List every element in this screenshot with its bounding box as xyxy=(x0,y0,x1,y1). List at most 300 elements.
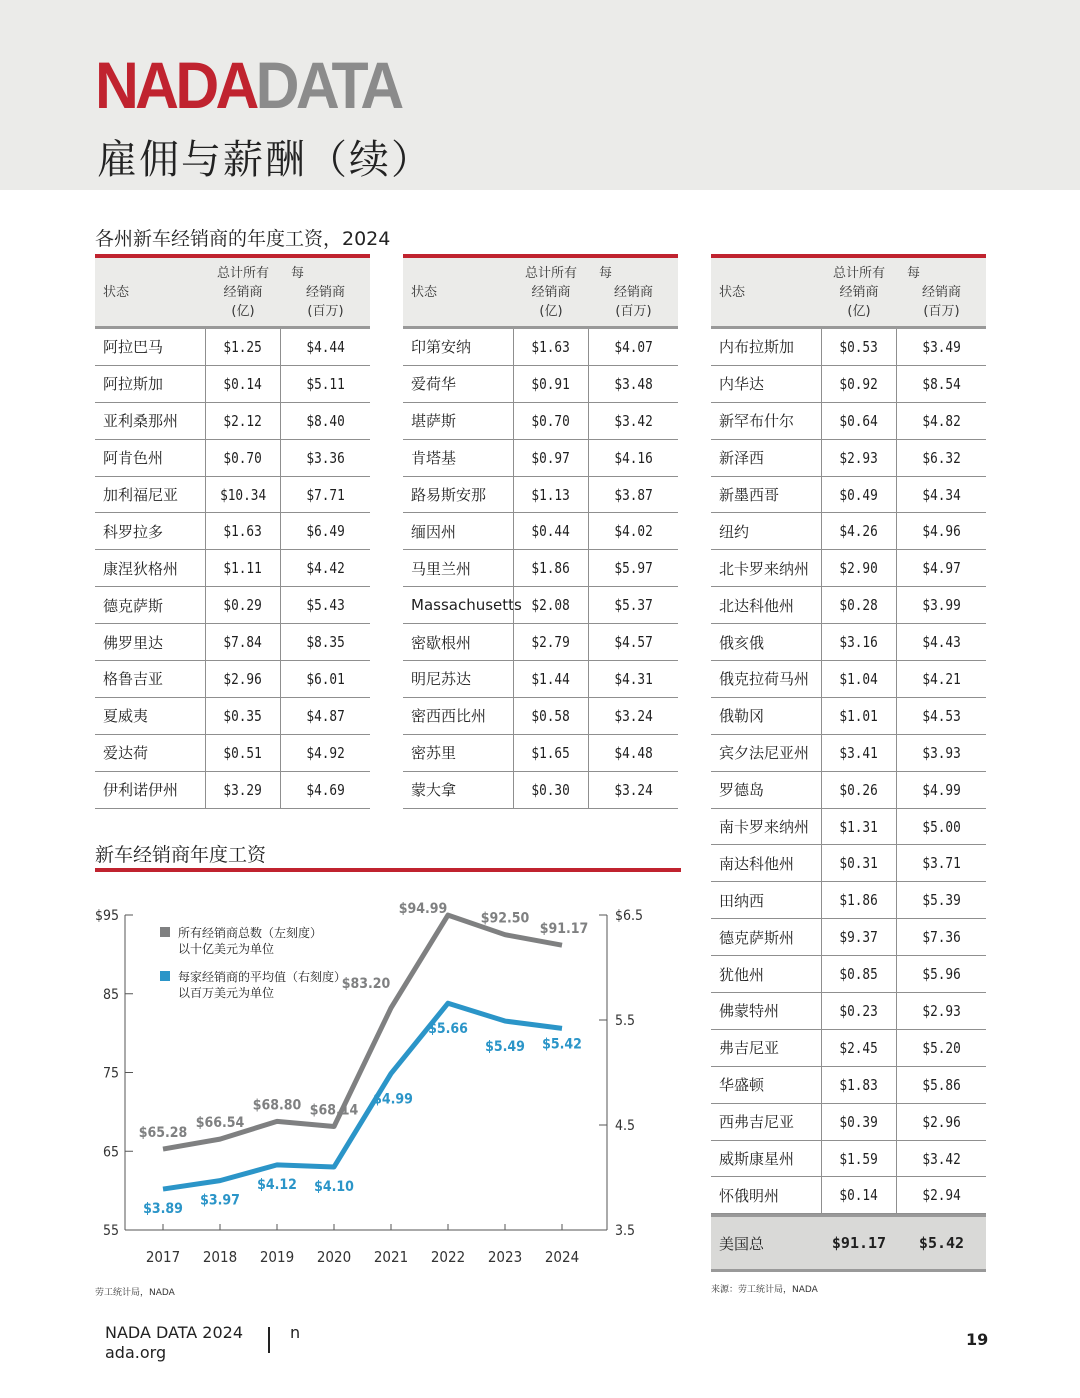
cell-value: $4.48 xyxy=(614,743,653,762)
left-tick-label: 55 xyxy=(102,1223,119,1239)
cell-value: $4.99 xyxy=(922,780,961,799)
total-value xyxy=(205,440,281,476)
total-value xyxy=(821,513,897,549)
state-name: 堪萨斯 xyxy=(411,412,457,431)
cell-value: $1.25 xyxy=(223,337,263,356)
cell-value: $4.16 xyxy=(614,448,653,467)
state-name: 南卡罗来纳州 xyxy=(719,818,810,837)
cell-value: $4.87 xyxy=(306,706,345,725)
cell-value: $2.12 xyxy=(223,411,263,430)
cell-value: $5.86 xyxy=(922,1075,961,1094)
cell-value: $2.96 xyxy=(223,669,263,688)
total-value xyxy=(821,845,897,881)
total-value xyxy=(821,698,897,734)
cell-value: $7.36 xyxy=(922,928,961,947)
total-data-label: $66.54 xyxy=(195,1115,245,1132)
per-dealer-value xyxy=(897,993,986,1029)
average-data-label: $4.10 xyxy=(314,1179,354,1195)
page-number: 19 xyxy=(966,1330,989,1349)
state-name: 科罗拉多 xyxy=(103,522,164,541)
total-value xyxy=(205,513,281,549)
table-row xyxy=(95,661,370,698)
total-value xyxy=(513,772,589,808)
state-table-1 xyxy=(95,254,370,809)
cell-value: $3.42 xyxy=(922,1149,961,1168)
per-dealer-value xyxy=(281,587,370,623)
cell-value: $1.63 xyxy=(223,522,263,541)
per-dealer-value xyxy=(897,1141,986,1177)
table-row xyxy=(403,772,678,809)
table-row xyxy=(403,550,678,587)
per-dealer-value xyxy=(897,1177,986,1213)
per-dealer-value xyxy=(897,845,986,881)
total-col-header: 总计所有 经销商 (亿) xyxy=(524,265,577,319)
cell-value: $4.53 xyxy=(922,706,961,725)
left-tick-label: $95 xyxy=(94,908,119,924)
state-name: 宾夕法尼亚州 xyxy=(719,744,810,763)
table-row xyxy=(403,735,678,772)
cell-value: $0.14 xyxy=(223,374,263,393)
table-row xyxy=(711,772,986,809)
total-value xyxy=(821,1177,897,1213)
per-dealer-value xyxy=(281,550,370,586)
table-row xyxy=(95,403,370,440)
per-dealer-value xyxy=(589,661,678,697)
total-value xyxy=(513,698,589,734)
total-value xyxy=(821,366,897,402)
total-value xyxy=(205,587,281,623)
per-dealer-value xyxy=(897,735,986,771)
table-row xyxy=(403,624,678,661)
table-row xyxy=(711,403,986,440)
cell-value: $1.63 xyxy=(531,337,571,356)
cell-value: $2.90 xyxy=(839,559,879,578)
per-dealer-value xyxy=(897,1104,986,1140)
state-col-header: 状态 xyxy=(411,284,438,300)
us-total-row xyxy=(711,1214,986,1272)
x-tick-label: 2020 xyxy=(316,1248,352,1266)
per-dealer-value xyxy=(281,366,370,402)
cell-value: $4.96 xyxy=(922,522,961,541)
cell-value: $4.44 xyxy=(306,337,345,356)
cell-value: $4.42 xyxy=(306,559,345,578)
table-row xyxy=(95,772,370,809)
total-value xyxy=(821,587,897,623)
table-row xyxy=(711,366,986,403)
legend-swatch-total xyxy=(160,927,170,937)
footer-marker: n xyxy=(290,1323,301,1342)
table-header xyxy=(95,258,370,329)
total-value xyxy=(821,956,897,992)
state-name: 路易斯安那 xyxy=(411,486,487,504)
cell-value: $0.64 xyxy=(839,411,879,430)
total-value xyxy=(821,440,897,476)
total-value xyxy=(513,477,589,513)
average-data-label: $4.12 xyxy=(257,1176,297,1193)
table-row xyxy=(711,698,986,735)
table-row xyxy=(711,661,986,698)
total-value xyxy=(821,1067,897,1103)
state-name: 威斯康星州 xyxy=(719,1150,795,1169)
cell-value: $2.94 xyxy=(922,1186,961,1205)
state-name: 伊利诺伊州 xyxy=(103,781,179,800)
per-dealer-value xyxy=(897,698,986,734)
right-tick-label: 5.5 xyxy=(615,1013,636,1029)
cell-value: $1.31 xyxy=(839,817,879,836)
cell-value: $3.24 xyxy=(614,706,653,725)
table-row xyxy=(711,1177,986,1214)
cell-value: $2.08 xyxy=(531,596,571,615)
state-col-header: 状态 xyxy=(103,284,130,300)
cell-value: $3.48 xyxy=(614,374,653,393)
cell-value: $9.37 xyxy=(839,928,879,947)
total-value xyxy=(821,1030,897,1066)
table-row xyxy=(403,587,678,624)
state-name: 纽约 xyxy=(719,522,750,541)
cell-value: $5.39 xyxy=(922,891,961,910)
cell-value: $1.86 xyxy=(531,559,571,578)
state-name: 德克萨斯州 xyxy=(719,928,795,947)
total-value xyxy=(513,735,589,771)
total-value xyxy=(821,809,897,845)
cell-value: $1.59 xyxy=(839,1149,879,1168)
cell-value: $0.53 xyxy=(839,337,879,356)
per-dealer-value xyxy=(897,919,986,955)
cell-value: $1.65 xyxy=(531,743,571,762)
cell-value: $3.41 xyxy=(839,743,879,762)
cell-value: $4.82 xyxy=(922,411,961,430)
cell-value: $5.43 xyxy=(306,596,345,615)
state-table-3 xyxy=(711,254,986,1272)
cell-value: $0.39 xyxy=(839,1112,879,1131)
nada-data-logo: NADADATA xyxy=(95,48,401,122)
cell-value: $4.43 xyxy=(922,633,961,652)
cell-value: $6.32 xyxy=(922,448,961,467)
x-tick-label: 2021 xyxy=(373,1248,409,1266)
table-row xyxy=(95,624,370,661)
per-dealer-value xyxy=(589,624,678,660)
state-name: 明尼苏达 xyxy=(411,670,472,689)
total-col-header: 总计所有 经销商 (亿) xyxy=(832,265,885,319)
state-name: 佛罗里达 xyxy=(103,633,164,652)
per-dealer-value xyxy=(281,624,370,660)
cell-value: $3.93 xyxy=(922,743,961,762)
right-tick-label: 3.5 xyxy=(615,1223,636,1239)
per-dealer-value xyxy=(589,587,678,623)
per-dealer-value xyxy=(897,624,986,660)
footer-divider xyxy=(268,1327,270,1353)
state-name: 蒙大拿 xyxy=(411,781,457,800)
per-dealer-value xyxy=(589,550,678,586)
cell-value: $0.31 xyxy=(839,854,879,873)
table-header xyxy=(403,258,678,329)
total-value xyxy=(205,550,281,586)
cell-value: $0.49 xyxy=(839,485,879,504)
cell-value: $4.02 xyxy=(614,522,653,541)
state-name: 罗德岛 xyxy=(719,781,765,800)
table-row xyxy=(711,956,986,993)
cell-value: $7.71 xyxy=(306,485,345,504)
total-value xyxy=(205,477,281,513)
cell-value: $1.44 xyxy=(531,669,571,688)
annual-wages-line-chart xyxy=(90,895,676,1285)
state-col-header: 状态 xyxy=(719,284,746,300)
cell-value: $3.49 xyxy=(922,337,961,356)
per-dealer-value xyxy=(897,587,986,623)
per-dealer-value xyxy=(281,440,370,476)
per-dealer-value xyxy=(897,513,986,549)
table-row xyxy=(711,1030,986,1067)
table-row xyxy=(403,661,678,698)
total-value xyxy=(513,329,589,365)
table-row xyxy=(403,366,678,403)
cell-value: $8.35 xyxy=(306,633,345,652)
cell-value: $0.26 xyxy=(839,780,879,799)
total-value xyxy=(205,403,281,439)
total-value xyxy=(205,366,281,402)
table-row xyxy=(403,513,678,550)
cell-value: $0.70 xyxy=(223,448,263,467)
per-dealer-value xyxy=(281,698,370,734)
table-row xyxy=(711,329,986,366)
per-dealer-value xyxy=(897,440,986,476)
table-row xyxy=(711,882,986,919)
cell-value: $2.96 xyxy=(922,1112,961,1131)
state-name: 内布拉斯加 xyxy=(719,338,795,357)
cell-value: $0.97 xyxy=(531,448,571,467)
total-value xyxy=(513,513,589,549)
state-name: 缅因州 xyxy=(411,522,457,541)
cell-value: $3.99 xyxy=(922,596,961,615)
state-table-2 xyxy=(403,254,678,809)
cell-value: $3.24 xyxy=(614,780,653,799)
total-value xyxy=(821,882,897,918)
per-dealer-value xyxy=(589,440,678,476)
cell-value: $0.44 xyxy=(531,522,571,541)
table-row xyxy=(711,624,986,661)
cell-value: $7.84 xyxy=(223,633,263,652)
total-value xyxy=(513,403,589,439)
per-dealer-col-header: 每 经销商 (百万) xyxy=(599,265,653,319)
total-value xyxy=(205,661,281,697)
per-dealer-value xyxy=(281,403,370,439)
per-dealer-value xyxy=(897,956,986,992)
footer-publication: NADA DATA 2024 ada.org xyxy=(105,1323,244,1362)
average-data-label: $4.99 xyxy=(373,1091,413,1108)
total-value xyxy=(205,772,281,808)
cell-value: $0.92 xyxy=(839,374,879,393)
total-value xyxy=(205,329,281,365)
cell-value: $2.79 xyxy=(531,633,571,652)
left-tick-label: 65 xyxy=(102,1144,119,1161)
cell-value: $0.23 xyxy=(839,1001,879,1020)
table-row xyxy=(95,698,370,735)
total-value xyxy=(205,698,281,734)
total-value xyxy=(821,919,897,955)
cell-value: $2.93 xyxy=(839,448,879,467)
total-value: $91.17 xyxy=(831,1234,887,1253)
per-dealer-value xyxy=(589,735,678,771)
state-name: 格鲁吉亚 xyxy=(103,670,164,689)
total-value xyxy=(821,1104,897,1140)
total-value xyxy=(205,735,281,771)
state-name: 俄勒冈 xyxy=(719,707,765,726)
table-row xyxy=(403,403,678,440)
state-name: 西弗吉尼亚 xyxy=(719,1113,795,1132)
per-dealer-value xyxy=(897,403,986,439)
per-dealer-value xyxy=(589,513,678,549)
state-name: 密歇根州 xyxy=(411,633,472,652)
state-name: 新罕布什尔 xyxy=(719,412,795,431)
cell-value: $5.20 xyxy=(922,1038,961,1057)
total-data-label: $91.17 xyxy=(539,921,589,938)
cell-value: $4.69 xyxy=(306,780,345,799)
per-dealer-value xyxy=(281,513,370,549)
state-name: 密西西比州 xyxy=(411,707,487,726)
state-name: 密苏里 xyxy=(411,744,457,763)
average-data-label: $3.89 xyxy=(143,1201,183,1218)
state-name: 内华达 xyxy=(719,375,765,394)
state-name: 新泽西 xyxy=(719,449,765,468)
table-row xyxy=(711,587,986,624)
left-tick-label: 75 xyxy=(102,1065,119,1082)
header-band xyxy=(0,0,1080,190)
x-tick-label: 2024 xyxy=(544,1248,580,1266)
per-dealer-value xyxy=(897,809,986,845)
total-data-label: $68.80 xyxy=(252,1097,302,1114)
average-data-label: $3.97 xyxy=(200,1192,240,1209)
cell-value: $5.37 xyxy=(614,596,653,615)
per-dealer-value xyxy=(897,1030,986,1066)
state-name: 佛蒙特州 xyxy=(719,1002,780,1021)
cell-value: $4.31 xyxy=(614,669,653,688)
average-data-label: $5.49 xyxy=(485,1039,525,1056)
cell-value: $4.57 xyxy=(614,633,653,652)
state-name: 北卡罗来纳州 xyxy=(719,559,810,578)
cell-value: $5.97 xyxy=(614,559,653,578)
cell-value: $4.26 xyxy=(839,522,879,541)
cell-value: $0.58 xyxy=(531,706,571,725)
x-tick-label: 2019 xyxy=(259,1248,295,1266)
table-row xyxy=(95,477,370,514)
state-name: 怀俄明州 xyxy=(719,1186,780,1205)
cell-value: $4.21 xyxy=(922,669,961,688)
table-row xyxy=(711,440,986,477)
state-name: 田纳西 xyxy=(719,891,765,910)
per-dealer-value xyxy=(589,366,678,402)
table-row xyxy=(95,550,370,587)
table-row xyxy=(403,440,678,477)
total-value xyxy=(821,329,897,365)
table-row xyxy=(95,735,370,772)
average-data-label: $5.42 xyxy=(542,1036,582,1053)
cell-value: $1.04 xyxy=(839,669,879,688)
state-name: 肯塔基 xyxy=(411,449,457,468)
table-row xyxy=(711,845,986,882)
state-name: 康涅狄格州 xyxy=(103,559,179,578)
per-dealer-value xyxy=(589,772,678,808)
total-data-label: $92.50 xyxy=(480,910,530,927)
average-data-label: $5.66 xyxy=(428,1021,468,1038)
total-col-header: 总计所有 经销商 (亿) xyxy=(216,265,269,319)
total-value xyxy=(513,587,589,623)
cell-value: $0.70 xyxy=(531,411,571,430)
cell-value: $1.13 xyxy=(531,485,571,504)
cell-value: $1.11 xyxy=(223,559,263,578)
total-value xyxy=(821,772,897,808)
total-value xyxy=(821,550,897,586)
total-value xyxy=(821,624,897,660)
state-name: 南达科他州 xyxy=(719,854,795,873)
state-name: 新墨西哥 xyxy=(719,486,780,504)
state-name: 阿肯色州 xyxy=(103,449,164,468)
state-name: 爱达荷 xyxy=(103,744,149,763)
per-dealer-value xyxy=(281,735,370,771)
chart-title: 新车经销商年度工资 xyxy=(95,844,267,866)
legend-average-sublabel: 以百万美元为单位 xyxy=(178,986,275,1000)
table-source: 来源：劳工统计局，NADA xyxy=(711,1285,818,1295)
x-tick-label: 2022 xyxy=(430,1248,466,1266)
table-row xyxy=(711,809,986,846)
cell-value: $1.86 xyxy=(839,891,879,910)
table-row xyxy=(711,1141,986,1178)
per-dealer-value xyxy=(897,329,986,365)
per-dealer-value xyxy=(897,882,986,918)
legend-total-sublabel: 以十亿美元为单位 xyxy=(178,942,275,956)
per-dealer-col-header: 每 经销商 (百万) xyxy=(291,265,345,319)
table-row xyxy=(95,366,370,403)
table-row xyxy=(711,1104,986,1141)
table-section-title: 各州新车经销商的年度工资，2024 xyxy=(95,228,391,250)
table-row xyxy=(711,1067,986,1104)
cell-value: $0.91 xyxy=(531,374,571,393)
table-row xyxy=(95,329,370,366)
state-name: 华盛顿 xyxy=(719,1076,765,1095)
per-dealer-value xyxy=(897,772,986,808)
cell-value: $0.51 xyxy=(223,743,263,762)
left-tick-label: 85 xyxy=(102,986,119,1003)
total-value xyxy=(821,735,897,771)
total-value xyxy=(513,624,589,660)
table-row xyxy=(403,329,678,366)
cell-value: $3.42 xyxy=(614,411,653,430)
right-tick-label: 4.5 xyxy=(615,1118,636,1134)
table-row xyxy=(711,550,986,587)
state-name: 犹他州 xyxy=(719,965,765,984)
cell-value: $5.00 xyxy=(922,817,961,836)
total-value xyxy=(205,624,281,660)
cell-value: $4.97 xyxy=(922,559,961,578)
cell-value: $3.71 xyxy=(922,854,961,873)
average-wages-line xyxy=(163,1003,562,1189)
cell-value: $1.83 xyxy=(839,1075,879,1094)
total-value xyxy=(821,993,897,1029)
cell-value: $8.54 xyxy=(922,374,961,393)
cell-value: $0.14 xyxy=(839,1186,879,1205)
right-tick-label: $6.5 xyxy=(615,908,644,924)
cell-value: $8.40 xyxy=(306,411,345,430)
cell-value: $4.34 xyxy=(922,485,961,504)
state-name: 俄克拉荷马州 xyxy=(719,670,810,689)
cell-value: $0.35 xyxy=(223,706,263,725)
cell-value: $3.29 xyxy=(223,780,263,799)
state-name: 阿拉斯加 xyxy=(103,375,164,394)
legend-average-label: 每家经销商的平均值（右刻度） xyxy=(178,970,347,984)
per-dealer-value xyxy=(589,329,678,365)
cell-value: $4.07 xyxy=(614,337,653,356)
legend-swatch-average xyxy=(160,971,170,981)
total-value xyxy=(513,440,589,476)
